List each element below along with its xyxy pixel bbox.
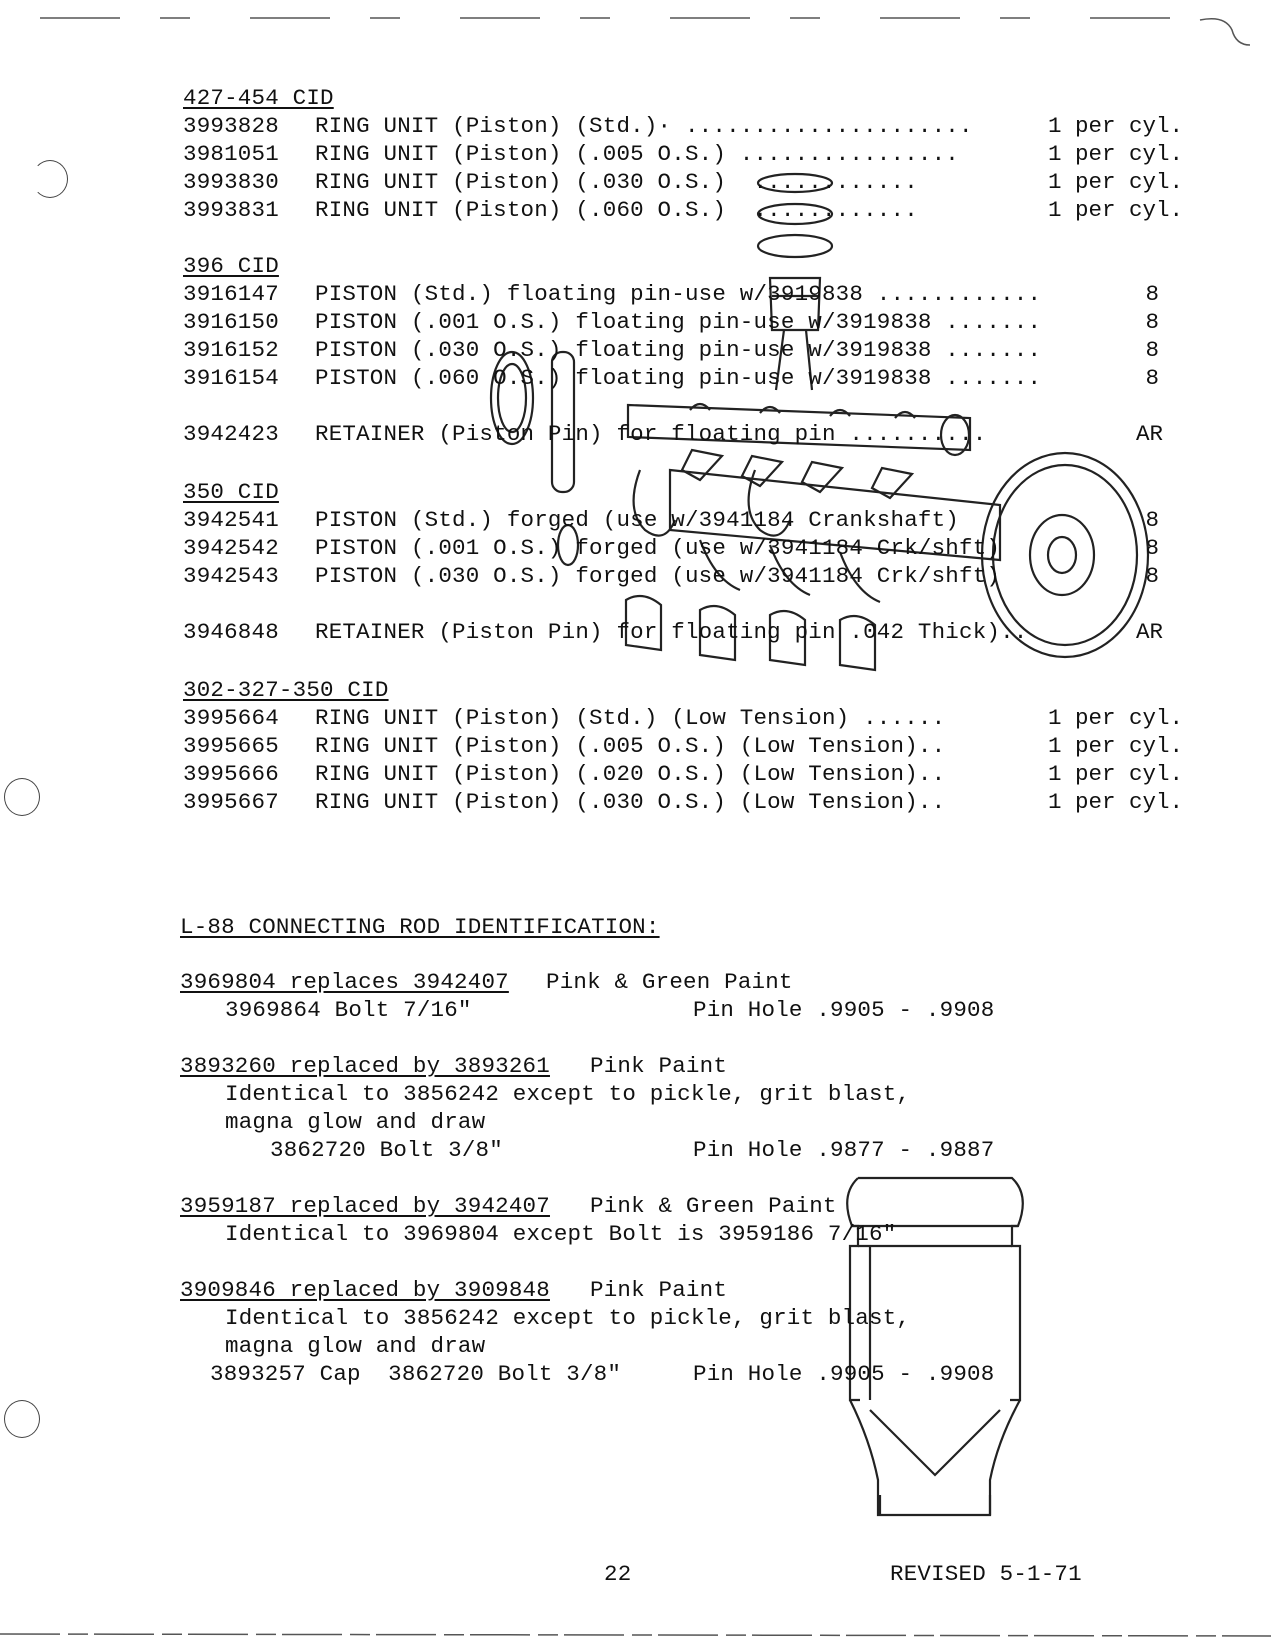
part-description: RING UNIT (Piston) (.020 O.S.) (Low Tension).. [315, 761, 946, 787]
rod-entry-note: Identical to 3969804 except Bolt is 3959186 7/16" [225, 1221, 897, 1247]
rod-entry-paint: Pink & Green Paint [546, 969, 793, 995]
part-number: 3942542 [183, 535, 279, 561]
part-quantity: 8 [1145, 563, 1159, 589]
part-quantity: 8 [1145, 309, 1159, 335]
part-quantity: 1 per cyl. [1047, 197, 1183, 223]
part-number: 3981051 [183, 141, 279, 167]
part-quantity: AR [1135, 421, 1163, 447]
rod-entry-paint: Pink Paint [590, 1277, 728, 1303]
part-number: 3916152 [183, 337, 279, 363]
part-quantity: 8 [1145, 281, 1159, 307]
rod-entry-note: Identical to 3856242 except to pickle, grit blast, [225, 1081, 911, 1107]
section-heading: 350 CID [183, 479, 279, 505]
part-quantity: 8 [1145, 337, 1159, 363]
rod-entry-note: Identical to 3856242 except to pickle, grit blast, [225, 1305, 911, 1331]
part-description: PISTON (.001 O.S.) forged (use w/3941184 Crk/shft) [315, 535, 1001, 561]
part-description: PISTON (Std.) forged (use w/3941184 Crankshaft) [315, 507, 960, 533]
part-description: PISTON (.060 O.S.) floating pin-use w/3919838 ....... [315, 365, 1042, 391]
part-quantity: AR [1135, 619, 1163, 645]
rod-entry-paint: Pink & Green Paint [590, 1193, 837, 1219]
part-number: 3916147 [183, 281, 279, 307]
part-number: 3946848 [183, 619, 279, 645]
rod-entry-title: 3893260 replaced by 3893261 [180, 1053, 550, 1079]
rod-entry-note: magna glow and draw [225, 1333, 486, 1359]
rod-entry-title: 3909846 replaced by 3909848 [180, 1277, 550, 1303]
part-quantity: 1 per cyl. [1047, 761, 1183, 787]
part-number: 3995664 [183, 705, 279, 731]
rod-entry-bolt: 3969864 Bolt 7/16" [225, 997, 472, 1023]
part-number: 3995666 [183, 761, 279, 787]
part-description: RING UNIT (Piston) (.005 O.S.) ................ [315, 141, 960, 167]
part-number: 3942543 [183, 563, 279, 589]
part-quantity: 8 [1145, 535, 1159, 561]
part-quantity: 8 [1145, 507, 1159, 533]
part-quantity: 1 per cyl. [1047, 789, 1183, 815]
part-quantity: 1 per cyl. [1047, 141, 1183, 167]
part-number: 3942423 [183, 421, 279, 447]
part-quantity: 1 per cyl. [1047, 705, 1183, 731]
part-description: RING UNIT (Piston) (.005 O.S.) (Low Tension).. [315, 733, 946, 759]
part-description: PISTON (.001 O.S.) floating pin-use w/3919838 ....... [315, 309, 1042, 335]
section-heading: 302-327-350 CID [183, 677, 389, 703]
rod-entry-pin-hole: Pin Hole .9877 - .9887 [693, 1137, 995, 1163]
part-quantity: 8 [1145, 365, 1159, 391]
section-heading: 427-454 CID [183, 85, 334, 111]
rod-entry-title: 3959187 replaced by 3942407 [180, 1193, 550, 1219]
part-description: RING UNIT (Piston) (.030 O.S.) ............ [315, 169, 918, 195]
rod-entry-title: 3969804 replaces 3942407 [180, 969, 509, 995]
part-description: RING UNIT (Piston) (Std.)· ..................... [315, 113, 973, 139]
part-description: PISTON (.030 O.S.) forged (use w/3941184 Crk/shft) [315, 563, 1001, 589]
rod-entry-note: magna glow and draw [225, 1109, 486, 1135]
section-heading: 396 CID [183, 253, 279, 279]
part-description: RING UNIT (Piston) (.060 O.S.) ............ [315, 197, 918, 223]
rod-entry-paint: Pink Paint [590, 1053, 728, 1079]
rod-entry-bolt: 3862720 Bolt 3/8" [270, 1137, 503, 1163]
page-number: 22 [604, 1561, 632, 1587]
part-description: RING UNIT (Piston) (.030 O.S.) (Low Tension).. [315, 789, 946, 815]
part-number: 3916150 [183, 309, 279, 335]
part-number: 3916154 [183, 365, 279, 391]
part-description: RETAINER (Piston Pin) for floating pin .042 Thick).. [315, 619, 1028, 645]
part-number: 3993831 [183, 197, 279, 223]
rod-entry-pin-hole: Pin Hole .9905 - .9908 [693, 997, 995, 1023]
revised-date: REVISED 5-1-71 [890, 1561, 1082, 1587]
part-description: RETAINER (Piston Pin) for floating pin .......... [315, 421, 987, 447]
part-number: 3942541 [183, 507, 279, 533]
part-number: 3995667 [183, 789, 279, 815]
part-quantity: 1 per cyl. [1047, 113, 1183, 139]
part-number: 3995665 [183, 733, 279, 759]
part-number: 3993828 [183, 113, 279, 139]
part-number: 3993830 [183, 169, 279, 195]
part-quantity: 1 per cyl. [1047, 169, 1183, 195]
rod-entry-bolt: 3893257 Cap 3862720 Bolt 3/8" [210, 1361, 622, 1387]
part-description: PISTON (.030 O.S.) floating pin-use w/3919838 ....... [315, 337, 1042, 363]
rod-id-heading: L-88 CONNECTING ROD IDENTIFICATION: [180, 914, 660, 940]
part-description: PISTON (Std.) floating pin-use w/3919838 ............ [315, 281, 1042, 307]
part-quantity: 1 per cyl. [1047, 733, 1183, 759]
rod-entry-pin-hole: Pin Hole .9905 - .9908 [693, 1361, 995, 1387]
part-description: RING UNIT (Piston) (Std.) (Low Tension) ...... [315, 705, 946, 731]
